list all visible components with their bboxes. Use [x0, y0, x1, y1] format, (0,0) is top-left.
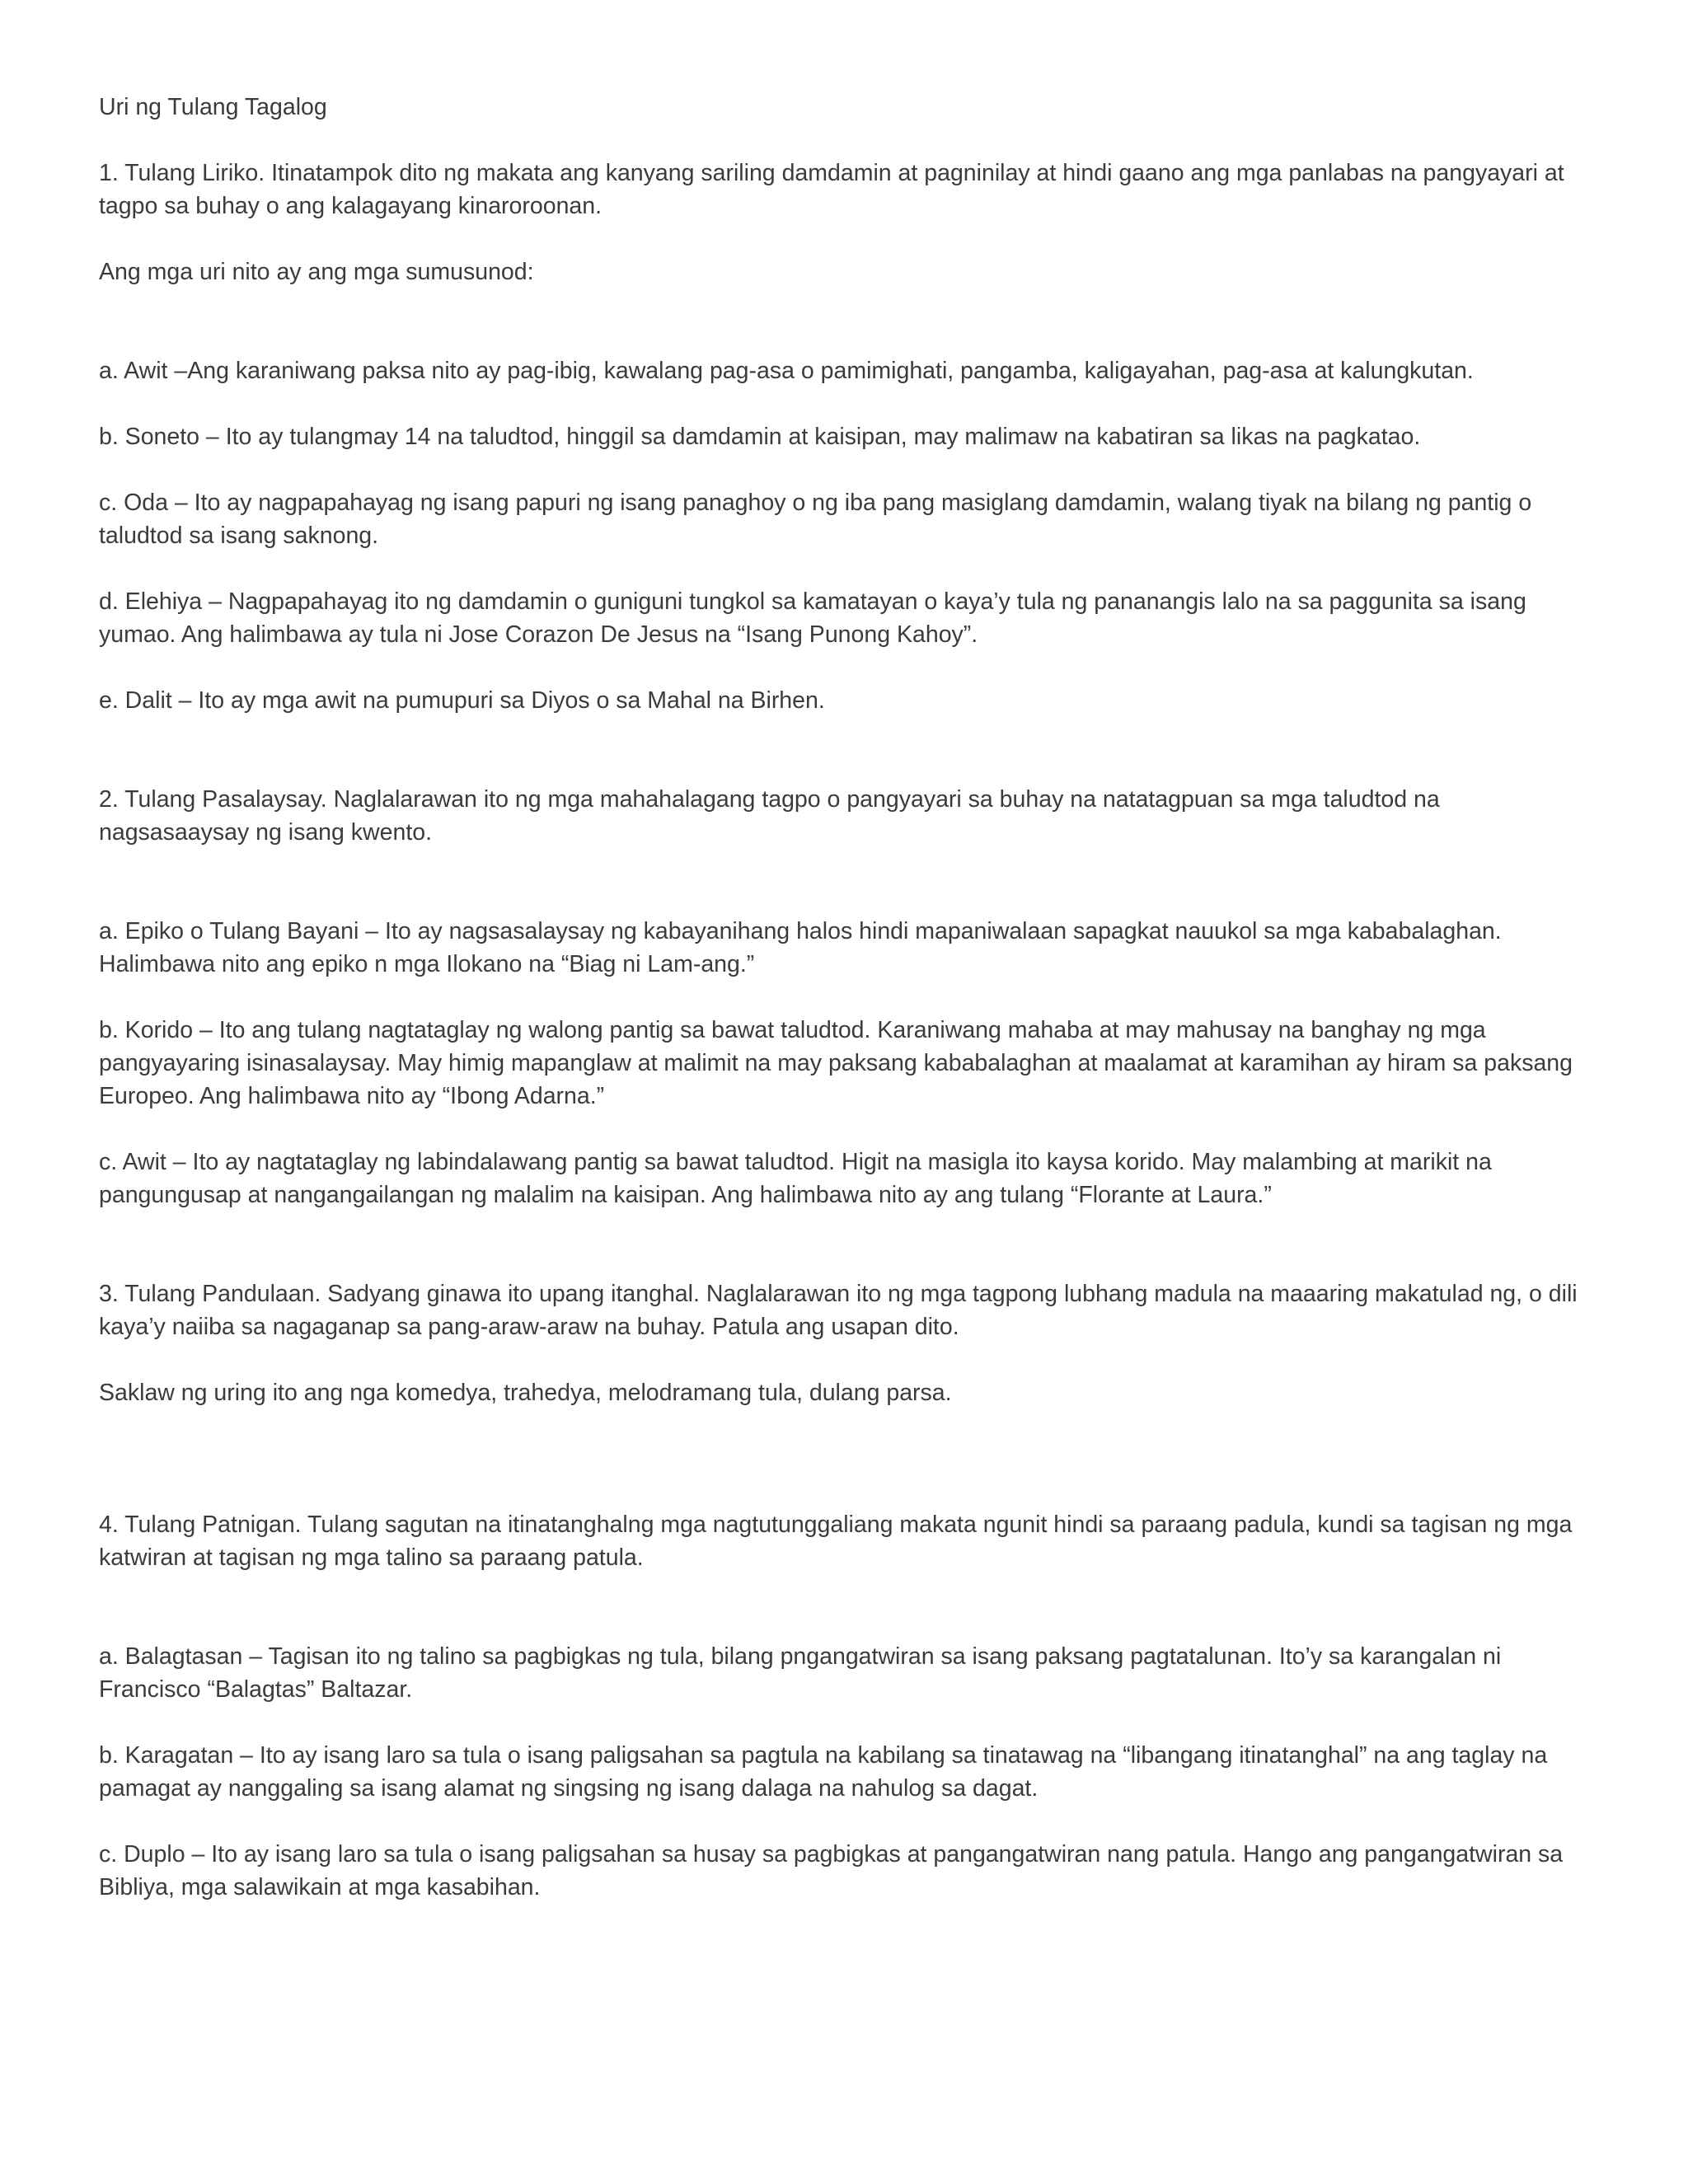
paragraph-karagatan: b. Karagatan – Ito ay isang laro sa tula o isang paligsahan sa pagtula na kabilang sa tinatawag na “libangang itinatanghal” na ang taglay na pamagat ay nanggaling sa isang alamat ng singsing ng isang dalaga na nahulog sa dagat. — [99, 1742, 1548, 1802]
paragraph-pandulaan-saklaw: Saklaw ng uring ito ang nga komedya, trahedya, melodramang tula, dulang parsa. — [99, 1380, 952, 1406]
paragraph-korido: b. Korido – Ito ang tulang nagtataglay ng walong pantig sa bawat taludtod. Karaniwang mahaba at may mahusay na banghay ng mga pangyayaring isinasalaysay. May himig mapanglaw at malimit na may paksang kababalaghan at maalamat at karamihan ay hiram sa paksang Europeo. Ang halimbawa nito ay “Ibong Adarna.” — [99, 1017, 1573, 1109]
paragraph-awit: a. Awit –Ang karaniwang paksa nito ay pag-ibig, kawalang pag-asa o pamimighati, pangamba, kaligayahan, pag-asa at kalungkutan. — [99, 358, 1474, 384]
paragraph-tulang-pandulaan: 3. Tulang Pandulaan. Sadyang ginawa ito upang itanghal. Naglalarawan ito ng mga tagpong lubhang madula na maaaring makatulad ng, o dili kaya’y naiiba sa nagaganap sa pang-araw-araw na buhay. Patula ang usapan dito. — [99, 1281, 1578, 1340]
paragraph-tulang-pasalaysay: 2. Tulang Pasalaysay. Naglalarawan ito ng mga mahahalagang tagpo o pangyayari sa buhay na natatagpuan sa mga taludtod na nagsasaaysay ng isang kwento. — [99, 786, 1440, 846]
paragraph-oda: c. Oda – Ito ay nagpapahayag ng isang papuri ng isang panaghoy o ng iba pang masiglang damdamin, walang tiyak na bilang ng pantig o taludtod sa isang saknong. — [99, 490, 1532, 549]
paragraph-elehiya: d. Elehiya – Nagpapahayag ito ng damdamin o guniguni tungkol sa kamatayan o kaya’y tula ng pananangis lalo na sa paggunita sa isang yumao. Ang halimbawa ay tula ni Jose Corazon De Jesus na “Isang Punong Kahoy”. — [99, 588, 1526, 648]
document-title: Uri ng Tulang Tagalog — [99, 94, 327, 120]
document-page — [99, 91, 1591, 1904]
paragraph-dalit: e. Dalit – Ito ay mga awit na pumupuri sa Diyos o sa Mahal na Birhen. — [99, 687, 825, 714]
paragraph-epiko: a. Epiko o Tulang Bayani – Ito ay nagsasalaysay ng kabayanihang halos hindi mapaniwalaan sapagkat nauukol sa mga kababalaghan. Halimbawa nito ang epiko n mga Ilokano na “Biag ni Lam-ang.” — [99, 918, 1502, 977]
paragraph-duplo: c. Duplo – Ito ay isang laro sa tula o isang paligsahan sa husay sa pagbigkas at pangangatwiran nang patula. Hango ang pangangatwiran sa Bibliya, mga salawikain at mga kasabihan. — [99, 1841, 1564, 1900]
paragraph-tulang-patnigan: 4. Tulang Patnigan. Tulang sagutan na itinatanghalng mga nagtutunggaliang makata ngunit hindi sa paraang padula, kundi sa tagisan ng mga katwiran at tagisan ng mga talino sa paraang patula. — [99, 1511, 1573, 1571]
paragraph-balagtasan: a. Balagtasan – Tagisan ito ng talino sa pagbigkas ng tula, bilang pngangatwiran sa isang paksang pagtatalunan. Ito’y sa karangalan ni Francisco “Balagtas” Baltazar. — [99, 1643, 1502, 1703]
paragraph-soneto: b. Soneto – Ito ay tulangmay 14 na taludtod, hinggil sa damdamin at kaisipan, may malimaw na kabatiran sa likas na pagkatao. — [99, 424, 1421, 450]
paragraph-tulang-liriko: 1. Tulang Liriko. Itinatampok dito ng makata ang kanyang sariling damdamin at pagninilay at hindi gaano ang mga panlabas na pangyayari at tagpo sa buhay o ang kalagayang kinaroroonan. — [99, 160, 1564, 219]
paragraph-awit-pasalaysay: c. Awit – Ito ay nagtataglay ng labindalawang pantig sa bawat taludtod. Higit na masigla ito kaysa korido. May malambing at marikit na pangungusap at nangangailangan ng malalim na kaisipan. Ang halimbawa nito ay ang tulang “Florante at Laura.” — [99, 1149, 1492, 1208]
paragraph-liriko-intro: Ang mga uri nito ay ang mga sumusunod: — [99, 259, 534, 285]
